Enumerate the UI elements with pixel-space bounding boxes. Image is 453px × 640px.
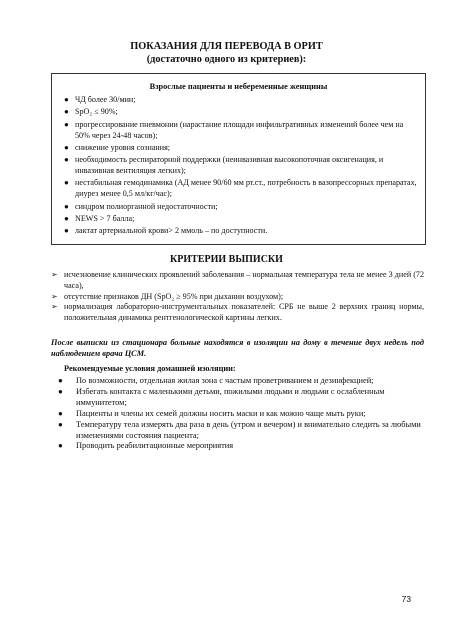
bullet-icon: ●	[64, 226, 69, 236]
bullet-icon: ●	[58, 441, 63, 451]
home-isolation-title: Рекомендуемые условия домашней изоляции:	[64, 364, 236, 373]
bullet-icon: ●	[58, 408, 63, 418]
list-item: ● SpO₂ ≤ 90%;	[64, 107, 118, 117]
list-item: ● NEWS > 7 балла;	[64, 213, 135, 223]
list-item: ● необходимость респираторной поддержки (неинвазивная высокопоточная оксигенация, и инвазивная вентиляция легких);	[64, 155, 384, 175]
list-item: ● Избегать контакта с маленькими детьми, пожилыми людьми и людьми с ослабленным иммунитетом;	[58, 386, 385, 407]
list-item: ● лактат артериальной крови> 2 ммоль – по доступности.	[64, 226, 268, 236]
list-item: ● ЧД более 30/мин;	[64, 95, 136, 104]
page-title: ПОКАЗАНИЯ ДЛЯ ПЕРЕВОДА В ОРИТ	[130, 41, 323, 52]
arrow-bullet-icon: ➢	[51, 291, 58, 301]
criteria-box	[51, 73, 426, 245]
bullet-icon: ●	[58, 386, 63, 396]
list-item: ➢ нормализация лабораторно-инструментальных показателей: СРБ не выше 2 верхних границ нормы, положительная динамика рентгенологической картины легких.	[51, 302, 424, 323]
list-item: ● По возможности, отдельная жилая зона с частым проветриванием и дезинфекцией;	[58, 376, 374, 385]
bullet-icon: ●	[64, 95, 69, 104]
bullet-icon: ●	[58, 419, 63, 429]
list-item: ● прогрессирование пневмонии (нарастание площади инфильтративных изменений более чем на 50% через 24-48 часов);	[64, 119, 404, 140]
list-item: ➢ отсутствие признаков ДН (SpO₂ ≥ 95% при дыхании воздухом);	[51, 291, 284, 301]
home-isolation-list	[58, 376, 421, 452]
bullet-icon: ●	[64, 107, 69, 117]
list-item: ● Температуру тела измерять два раза в день (утром и вечером) и внимательно следить за любыми изменениями состояния пациента;	[58, 419, 421, 440]
bullet-icon: ●	[58, 376, 63, 385]
list-item: ➢ исчезновение клинических проявлений заболевания – нормальная температура тела не менее 3 дней (72 часа),	[51, 270, 424, 290]
arrow-bullet-icon: ➢	[51, 302, 58, 312]
arrow-bullet-icon: ➢	[51, 270, 58, 279]
isolation-note: После выписки из стационара больные находятся в изоляции на дому в течение двух недель под наблюдением врача ЦСМ.	[51, 338, 424, 358]
criteria-box-title: Взрослые пациенты и небеременные женщины	[149, 82, 328, 91]
page-number: 73	[401, 594, 411, 604]
bullet-icon: ●	[64, 201, 69, 211]
list-item: ● нестабильная гемодинамика (АД менее 90/60 мм рт.ст., потребность в вазопрессорных препаратах, диурез менее 0,5 мл/кг/час);	[64, 178, 417, 199]
discharge-criteria-title: КРИТЕРИИ ВЫПИСКИ	[170, 254, 283, 265]
page-subtitle: (достаточно одного из критериев):	[146, 54, 307, 65]
bullet-icon: ●	[64, 119, 69, 129]
bullet-icon: ●	[64, 178, 69, 188]
list-item: ● синдром полиорганной недостаточности;	[64, 201, 218, 211]
list-item: ● Пациенты и члены их семей должны носить маски и как можно чаще мыть руки;	[58, 408, 366, 418]
list-item: ● Проводить реабилитационные мероприятия	[58, 441, 234, 451]
list-item: ● снижение уровня сознания;	[64, 142, 171, 152]
bullet-icon: ●	[64, 142, 69, 152]
discharge-criteria-list	[51, 270, 424, 324]
bullet-icon: ●	[64, 213, 69, 223]
bullet-icon: ●	[64, 155, 69, 165]
icu-criteria-list	[64, 95, 417, 238]
